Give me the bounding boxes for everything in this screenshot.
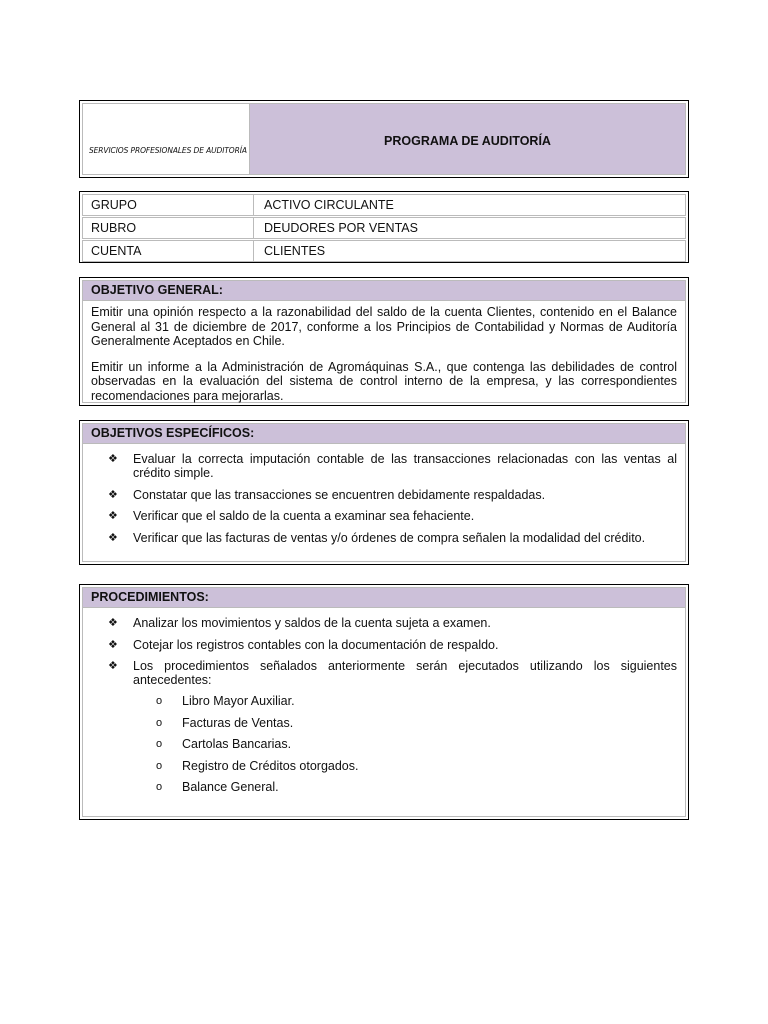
- diamond-bullet-icon: ❖: [108, 487, 118, 501]
- list-item: [108, 531, 677, 545]
- section-heading: PROCEDIMIENTOS:: [83, 588, 685, 608]
- item-text: Constatar que las transacciones se encuentren debidamente respaldadas.: [133, 487, 546, 502]
- info-label: RUBRO: [83, 218, 254, 238]
- list-item: [108, 638, 677, 652]
- list-item: [108, 509, 677, 523]
- objectives-list: [83, 444, 685, 545]
- section-heading: OBJETIVO GENERAL:: [83, 281, 685, 301]
- circle-bullet-icon: o: [156, 695, 163, 707]
- list-item: [108, 452, 677, 480]
- item-text: Libro Mayor Auxiliar.: [182, 694, 295, 708]
- item-text: Analizar los movimientos y saldos de la cuenta sujeta a examen.: [133, 616, 491, 630]
- info-value: CLIENTES: [264, 244, 326, 258]
- item-text: Verificar que las facturas de ventas y/o órdenes de compra señalen la modalidad del crédito.: [133, 530, 646, 545]
- diamond-bullet-icon: ❖: [108, 616, 118, 629]
- paragraph: Emitir un informe a la Administración de Agromáquinas S.A., que contenga las debilidades de control observadas en la evaluación del sistema de control interno de la empresa, y las correspondientes recomendaciones para mejorarlas.: [91, 359, 677, 403]
- item-text: Verificar que el saldo de la cuenta a examinar sea fehaciente.: [133, 509, 475, 523]
- procedures-section: [79, 584, 689, 820]
- sub-list-item: [156, 780, 677, 794]
- specific-objectives-section: [79, 420, 689, 565]
- info-row-cuenta: [82, 240, 686, 262]
- info-value: ACTIVO CIRCULANTE: [264, 198, 394, 212]
- item-text: Facturas de Ventas.: [182, 715, 294, 730]
- procedures-list: [83, 608, 685, 794]
- diamond-bullet-icon: ❖: [108, 509, 118, 522]
- section-body: [83, 301, 685, 403]
- circle-bullet-icon: o: [156, 759, 163, 772]
- diamond-bullet-icon: ❖: [108, 452, 118, 465]
- list-item: [108, 488, 677, 502]
- diamond-bullet-icon: ❖: [108, 659, 118, 672]
- item-text: Cartolas Bancarias.: [182, 737, 292, 751]
- general-objective-section: [79, 277, 689, 406]
- item-text: Evaluar la correcta imputación contable de las transacciones relacionadas con las ventas al crédito simple.: [133, 452, 677, 480]
- sub-list-item: [156, 737, 677, 751]
- firm-cell: [83, 104, 250, 174]
- info-row-grupo: [82, 194, 686, 216]
- item-text: Registro de Créditos otorgados.: [182, 758, 359, 773]
- document-header: [79, 100, 689, 178]
- paragraph: Emitir una opinión respecto a la razonabilidad del saldo de la cuenta Clientes, contenido en el Balance General al 31 de diciembre de 2017, conforme a los Principios de Contabilidad y Normas de Auditoría Generalmente Aceptados en Chile.: [91, 305, 677, 348]
- item-text: Cotejar los registros contables con la documentación de respaldo.: [133, 637, 499, 652]
- list-item: [108, 616, 677, 630]
- sub-list-item: [156, 716, 677, 730]
- antecedents-list: [133, 694, 677, 794]
- firm-name: SERVICIOS PROFESIONALES DE AUDITORÍA: [89, 146, 247, 155]
- diamond-bullet-icon: ❖: [108, 530, 118, 544]
- account-info-table: [79, 191, 689, 263]
- circle-bullet-icon: o: [156, 738, 163, 750]
- circle-bullet-icon: o: [156, 716, 163, 729]
- item-text: Balance General.: [182, 780, 279, 794]
- info-label: CUENTA: [83, 241, 254, 261]
- document-title: PROGRAMA DE AUDITORÍA: [384, 134, 551, 148]
- title-cell: [250, 104, 685, 174]
- sub-list-item: [156, 759, 677, 773]
- list-item: [108, 659, 677, 794]
- diamond-bullet-icon: ❖: [108, 637, 118, 651]
- info-label: GRUPO: [83, 195, 254, 215]
- item-text: Los procedimientos señalados anteriormente serán ejecutados utilizando los siguientes antecedentes:: [133, 659, 677, 687]
- sub-list-item: [156, 694, 677, 708]
- circle-bullet-icon: o: [156, 781, 163, 793]
- info-value: DEUDORES POR VENTAS: [264, 221, 418, 235]
- section-heading: OBJETIVOS ESPECÍFICOS:: [83, 424, 685, 444]
- info-row-rubro: [82, 217, 686, 239]
